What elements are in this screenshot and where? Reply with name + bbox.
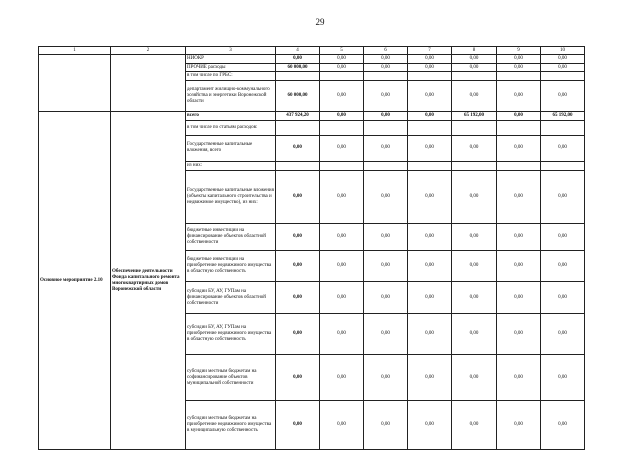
row-label: департамент жилищно-коммунального хозяйства и энергетики Воронежской области [186, 80, 276, 112]
row-label: субсидии БУ, АУ, ГУПам на приобретение недвижимого имущества в областную собственность [186, 313, 276, 354]
row-label: НИОКР [186, 55, 276, 63]
row-label: ПРОЧИЕ расходы [186, 63, 276, 71]
value-cell: 0,00 [541, 282, 585, 314]
column-number: 7 [408, 47, 452, 55]
value-cell: 0,00 [497, 80, 541, 112]
value-cell: 437 924,20 [276, 112, 320, 120]
value-cell [276, 162, 320, 170]
value-cell: 0,00 [541, 63, 585, 71]
value-cell: 0,00 [320, 250, 364, 282]
value-cell [497, 72, 541, 80]
value-cell: 65 192,00 [452, 112, 497, 120]
row-label: из них: [186, 162, 276, 170]
value-cell: 0,00 [320, 135, 364, 162]
value-cell [452, 120, 497, 135]
value-cell: 0,00 [364, 55, 408, 63]
value-cell: 0,00 [452, 355, 497, 401]
page-number: 29 [315, 17, 325, 27]
value-cell: 0,00 [408, 401, 452, 450]
value-cell: 0,00 [276, 224, 320, 251]
value-cell: 0,00 [408, 282, 452, 314]
column-number: 10 [541, 47, 585, 55]
value-cell [452, 162, 497, 170]
value-cell: 0,00 [320, 282, 364, 314]
value-cell: 0,00 [541, 313, 585, 354]
value-cell: 0,00 [408, 112, 452, 120]
value-cell: 0,00 [408, 224, 452, 251]
value-cell: 0,00 [408, 313, 452, 354]
value-cell: 0,00 [408, 355, 452, 401]
value-cell: 0,00 [541, 170, 585, 223]
value-cell: 0,00 [541, 224, 585, 251]
value-cell: 0,00 [452, 135, 497, 162]
table-row [39, 55, 585, 63]
value-cell: 0,00 [408, 55, 452, 63]
value-cell: 0,00 [497, 224, 541, 251]
value-cell: 0,00 [364, 170, 408, 223]
blank-cell [111, 55, 186, 112]
value-cell: 0,00 [320, 112, 364, 120]
value-cell: 0,00 [320, 224, 364, 251]
value-cell [320, 162, 364, 170]
value-cell: 0,00 [541, 80, 585, 112]
value-cell: 0,00 [276, 135, 320, 162]
value-cell: 0,00 [320, 313, 364, 354]
row-label: Государственные капитальные вложения (объекты капитального строительства и недвижимое имущество), из них: [186, 170, 276, 223]
value-cell: 0,00 [320, 401, 364, 450]
value-cell: 0,00 [364, 401, 408, 450]
value-cell: 0,00 [541, 355, 585, 401]
value-cell: 0,00 [452, 401, 497, 450]
row-label: в том числе по статьям расходов: [186, 120, 276, 135]
value-cell: 0,00 [497, 135, 541, 162]
value-cell: 0,00 [452, 170, 497, 223]
value-cell: 0,00 [497, 282, 541, 314]
value-cell [497, 162, 541, 170]
value-cell: 0,00 [364, 80, 408, 112]
value-cell: 0,00 [320, 170, 364, 223]
column-number: 3 [186, 47, 276, 55]
value-cell: 0,00 [452, 63, 497, 71]
value-cell: 0,00 [364, 112, 408, 120]
column-number: 9 [497, 47, 541, 55]
value-cell: 0,00 [320, 63, 364, 71]
value-cell: 0,00 [364, 224, 408, 251]
value-cell [541, 72, 585, 80]
value-cell [276, 120, 320, 135]
value-cell: 0,00 [320, 355, 364, 401]
value-cell: 0,00 [497, 313, 541, 354]
column-number: 4 [276, 47, 320, 55]
value-cell: 0,00 [497, 112, 541, 120]
value-cell: 0,00 [364, 135, 408, 162]
value-cell [364, 162, 408, 170]
value-cell: 0,00 [497, 170, 541, 223]
value-cell: 0,00 [276, 313, 320, 354]
value-cell [541, 120, 585, 135]
value-cell: 0,00 [541, 55, 585, 63]
value-cell: 0,00 [276, 170, 320, 223]
value-cell: 0,00 [452, 250, 497, 282]
row-label: бюджетные инвестиции на финансирование объектов областной собственности [186, 224, 276, 251]
table-row [39, 112, 585, 120]
row-label: в том числе по ГРБС: [186, 72, 276, 80]
measure-name: Обеспечение деятельности Фонда капитального ремонта многоквартирных домов Воронежской области [111, 112, 186, 450]
value-cell: 0,00 [364, 282, 408, 314]
value-cell: 0,00 [497, 250, 541, 282]
row-label: субсидии местным бюджетам на приобретение недвижимого имущества в муниципальную собственность [186, 401, 276, 450]
value-cell: 60 000,00 [276, 80, 320, 112]
column-number: 1 [39, 47, 111, 55]
blank-cell [39, 55, 111, 112]
value-cell: 0,00 [452, 313, 497, 354]
value-cell: 0,00 [276, 355, 320, 401]
value-cell: 0,00 [364, 63, 408, 71]
value-cell: 60 000,00 [276, 63, 320, 71]
row-label: бюджетные инвестиции на приобретение недвижимого имущества в областную собственность [186, 250, 276, 282]
value-cell: 0,00 [276, 55, 320, 63]
value-cell [541, 162, 585, 170]
value-cell: 0,00 [541, 401, 585, 450]
column-number: 2 [111, 47, 186, 55]
value-cell: 0,00 [497, 355, 541, 401]
value-cell: 0,00 [364, 355, 408, 401]
value-cell: 0,00 [541, 250, 585, 282]
budget-table [38, 46, 585, 450]
row-label: всего [186, 112, 276, 120]
value-cell: 0,00 [276, 282, 320, 314]
row-label: Государственные капитальные вложения, всего [186, 135, 276, 162]
value-cell: 0,00 [276, 401, 320, 450]
value-cell: 0,00 [452, 282, 497, 314]
value-cell [408, 72, 452, 80]
value-cell [452, 72, 497, 80]
value-cell [320, 120, 364, 135]
column-number: 5 [320, 47, 364, 55]
value-cell: 0,00 [452, 224, 497, 251]
value-cell: 0,00 [452, 80, 497, 112]
value-cell: 0,00 [541, 135, 585, 162]
row-label: субсидии местным бюджетам на софинансирование объектов муниципальной собственности [186, 355, 276, 401]
value-cell: 0,00 [364, 250, 408, 282]
value-cell: 0,00 [497, 63, 541, 71]
value-cell: 0,00 [364, 313, 408, 354]
measure-code: Основное мероприятие 2.10 [39, 112, 111, 450]
value-cell [320, 72, 364, 80]
value-cell: 65 192,00 [541, 112, 585, 120]
value-cell [408, 120, 452, 135]
value-cell: 0,00 [408, 63, 452, 71]
value-cell [497, 120, 541, 135]
value-cell: 0,00 [408, 80, 452, 112]
column-number: 8 [452, 47, 497, 55]
value-cell: 0,00 [320, 55, 364, 63]
value-cell: 0,00 [276, 250, 320, 282]
value-cell [364, 120, 408, 135]
value-cell: 0,00 [408, 135, 452, 162]
value-cell: 0,00 [452, 55, 497, 63]
row-label: субсидии БУ, АУ, ГУПам на финансирование объектов областной собственности [186, 282, 276, 314]
value-cell [364, 72, 408, 80]
value-cell: 0,00 [320, 80, 364, 112]
column-number-row [39, 47, 585, 55]
value-cell: 0,00 [497, 55, 541, 63]
value-cell: 0,00 [408, 250, 452, 282]
value-cell [276, 72, 320, 80]
value-cell: 0,00 [497, 401, 541, 450]
column-number: 6 [364, 47, 408, 55]
value-cell [408, 162, 452, 170]
value-cell: 0,00 [408, 170, 452, 223]
